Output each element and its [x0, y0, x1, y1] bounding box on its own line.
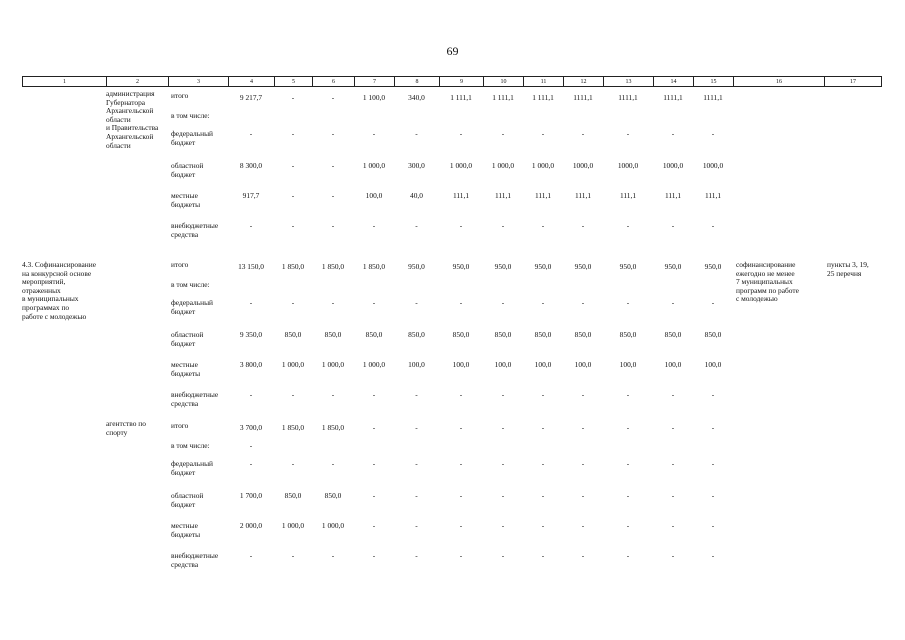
value-cell: 850,0 — [664, 330, 682, 339]
value-cell: 1111,1 — [618, 93, 638, 102]
value-cell: 1000,0 — [572, 161, 594, 170]
header-cell: 6 — [312, 76, 354, 87]
value-cell: - — [291, 221, 295, 230]
value-cell: - — [581, 221, 585, 230]
value-cell: - — [459, 423, 463, 432]
value-cell: 1000,0 — [617, 161, 639, 170]
value-cell: 2 000,0 — [239, 521, 263, 530]
header-cell: 4 — [228, 76, 274, 87]
value-cell: 1 000,0 — [321, 360, 345, 369]
value-cell: 8 300,0 — [239, 161, 263, 170]
value-cell: 40,0 — [410, 191, 423, 200]
value-cell: 950,0 — [574, 262, 592, 271]
header-cell: 2 — [106, 76, 168, 87]
value-cell: - — [331, 93, 335, 102]
value-cell: 850,0 — [452, 330, 470, 339]
value-cell: 111,1 — [664, 191, 682, 200]
value-cell: - — [415, 551, 418, 560]
value-cell: - — [501, 459, 505, 468]
value-cell: 100,0 — [534, 360, 552, 369]
value-cell: 1 000,0 — [491, 161, 515, 170]
value-cell: - — [372, 491, 376, 500]
value-cell: 1111,1 — [703, 93, 723, 102]
value-cell: - — [541, 390, 545, 399]
value-cell: - — [671, 459, 675, 468]
value-cell: - — [249, 441, 253, 450]
header-cell: 5 — [274, 76, 312, 87]
value-cell: - — [711, 129, 715, 138]
value-cell: 100,0 — [365, 191, 383, 200]
funding-source-label: итого — [171, 421, 189, 430]
value-cell: 1 000,0 — [449, 161, 473, 170]
header-cell: 10 — [483, 76, 523, 87]
value-cell: - — [626, 491, 630, 500]
header-cell: 16 — [733, 76, 824, 87]
value-cell: - — [501, 423, 505, 432]
value-cell: - — [581, 551, 585, 560]
value-cell: - — [291, 551, 295, 560]
funding-source-label: федеральный бюджет — [171, 459, 213, 477]
value-cell: - — [501, 491, 505, 500]
value-cell: 1 111,1 — [450, 93, 472, 102]
value-cell: - — [459, 298, 463, 307]
value-cell: - — [415, 390, 418, 399]
funding-source-label: областной бюджет — [171, 161, 204, 179]
value-cell: - — [541, 459, 545, 468]
value-cell: - — [581, 298, 585, 307]
value-cell: 100,0 — [494, 360, 512, 369]
value-cell: 850,0 — [284, 330, 302, 339]
value-cell: - — [581, 390, 585, 399]
funding-source-label: итого — [171, 260, 189, 269]
value-cell: - — [331, 459, 335, 468]
value-cell: - — [459, 491, 463, 500]
funding-source-label: местные бюджеты — [171, 360, 201, 378]
value-cell: 950,0 — [494, 262, 512, 271]
value-cell: - — [671, 298, 675, 307]
value-cell: 850,0 — [619, 330, 637, 339]
value-cell: 9 217,7 — [239, 93, 263, 102]
value-cell: 850,0 — [574, 330, 592, 339]
header-cell: 3 — [168, 76, 228, 87]
header-cell: 14 — [653, 76, 693, 87]
value-cell: 111,1 — [704, 191, 722, 200]
value-cell: - — [415, 459, 418, 468]
value-cell: - — [415, 298, 418, 307]
executor-name: агентство по спорту — [106, 419, 146, 437]
value-cell: 1000,0 — [662, 161, 684, 170]
value-cell: - — [459, 551, 463, 560]
value-cell: 300,0 — [408, 161, 425, 170]
value-cell: 100,0 — [452, 360, 470, 369]
value-cell: 100,0 — [574, 360, 592, 369]
value-cell: 111,1 — [452, 191, 470, 200]
value-cell: - — [372, 423, 376, 432]
value-cell: 950,0 — [534, 262, 552, 271]
value-cell: 1 111,1 — [492, 93, 514, 102]
value-cell: - — [501, 129, 505, 138]
value-cell: - — [541, 129, 545, 138]
value-cell: - — [249, 390, 253, 399]
header-cell: 9 — [439, 76, 483, 87]
funding-source-label: федеральный бюджет — [171, 129, 213, 147]
value-cell: - — [372, 298, 376, 307]
header-cell: 17 — [824, 76, 882, 87]
value-cell: 1 850,0 — [362, 262, 386, 271]
value-cell: 1111,1 — [663, 93, 683, 102]
value-cell: - — [291, 93, 295, 102]
value-cell: - — [626, 390, 630, 399]
funding-source-label: областной бюджет — [171, 491, 204, 509]
value-cell: 950,0 — [408, 262, 425, 271]
value-cell: 1000,0 — [702, 161, 724, 170]
value-cell: 850,0 — [284, 491, 302, 500]
value-cell: - — [459, 129, 463, 138]
value-cell: 1 850,0 — [281, 423, 305, 432]
value-cell: - — [626, 129, 630, 138]
value-cell: - — [459, 521, 463, 530]
value-cell: 1 850,0 — [321, 262, 345, 271]
value-cell: 850,0 — [408, 330, 425, 339]
value-cell: - — [291, 298, 295, 307]
value-cell: - — [501, 521, 505, 530]
value-cell: - — [291, 129, 295, 138]
value-cell: - — [249, 459, 253, 468]
value-cell: - — [372, 459, 376, 468]
program-reference: пункты 3, 19, 25 перечня — [827, 260, 869, 278]
value-cell: - — [372, 551, 376, 560]
value-cell: - — [711, 390, 715, 399]
value-cell: 3 800,0 — [239, 360, 263, 369]
value-cell: - — [372, 390, 376, 399]
header-cell: 7 — [354, 76, 394, 87]
value-cell: - — [711, 521, 715, 530]
funding-source-label: местные бюджеты — [171, 521, 201, 539]
value-cell: - — [711, 298, 715, 307]
value-cell: - — [626, 423, 630, 432]
value-cell: - — [331, 191, 335, 200]
value-cell: - — [581, 129, 585, 138]
value-cell: - — [671, 390, 675, 399]
page-number: 69 — [446, 44, 459, 58]
funding-source-label: областной бюджет — [171, 330, 204, 348]
value-cell: - — [541, 221, 545, 230]
expected-result: софинансирование ежегодно не менее 7 муниципальных программ по работе с молодежью — [736, 260, 799, 304]
value-cell: 1 000,0 — [281, 360, 305, 369]
value-cell: - — [331, 390, 335, 399]
funding-source-label: в том числе: — [171, 441, 210, 450]
value-cell: - — [291, 390, 295, 399]
value-cell: - — [671, 551, 675, 560]
header-cell: 11 — [523, 76, 563, 87]
value-cell: - — [249, 298, 253, 307]
value-cell: - — [501, 390, 505, 399]
value-cell: - — [671, 129, 675, 138]
value-cell: 950,0 — [664, 262, 682, 271]
value-cell: 9 350,0 — [239, 330, 263, 339]
funding-source-label: внебюджетные средства — [171, 390, 219, 408]
funding-source-label: внебюджетные средства — [171, 221, 219, 239]
funding-source-label: итого — [171, 91, 189, 100]
header-cell: 8 — [394, 76, 439, 87]
value-cell: 100,0 — [704, 360, 722, 369]
value-cell: 1 111,1 — [532, 93, 554, 102]
funding-source-label: федеральный бюджет — [171, 298, 213, 316]
header-cell: 13 — [603, 76, 653, 87]
value-cell: - — [415, 129, 418, 138]
value-cell: 1 850,0 — [321, 423, 345, 432]
value-cell: 917,7 — [242, 191, 260, 200]
value-cell: 850,0 — [324, 491, 342, 500]
value-cell: - — [581, 459, 585, 468]
value-cell: - — [459, 390, 463, 399]
value-cell: 111,1 — [534, 191, 552, 200]
value-cell: - — [291, 161, 295, 170]
value-cell: 1 000,0 — [321, 521, 345, 530]
value-cell: - — [626, 298, 630, 307]
value-cell: 1 850,0 — [281, 262, 305, 271]
funding-source-label: в том числе: — [171, 280, 210, 289]
value-cell: - — [671, 521, 675, 530]
value-cell: - — [626, 521, 630, 530]
header-cell: 15 — [693, 76, 733, 87]
value-cell: 1 000,0 — [362, 161, 386, 170]
executor-name: администрация Губернатора Архангельской области и Правительства Архангельской области — [106, 89, 159, 150]
value-cell: - — [541, 491, 545, 500]
section-title: 4.3. Софинансирование на конкурсной основе мероприятий, отраженных в муниципальных программах по работе с молодежью — [22, 260, 96, 321]
value-cell: - — [291, 191, 295, 200]
funding-source-label: внебюджетные средства — [171, 551, 219, 569]
value-cell: 111,1 — [574, 191, 592, 200]
header-cell: 1 — [22, 76, 106, 87]
value-cell: - — [415, 221, 418, 230]
value-cell: 1 000,0 — [531, 161, 555, 170]
value-cell: - — [331, 221, 335, 230]
value-cell: 850,0 — [494, 330, 512, 339]
value-cell: - — [671, 491, 675, 500]
value-cell: - — [626, 459, 630, 468]
value-cell: - — [249, 221, 253, 230]
value-cell: 1 000,0 — [362, 360, 386, 369]
value-cell: 340,0 — [408, 93, 425, 102]
value-cell: 1 000,0 — [281, 521, 305, 530]
value-cell: - — [415, 491, 418, 500]
value-cell: - — [501, 221, 505, 230]
funding-source-label: местные бюджеты — [171, 191, 201, 209]
value-cell: 1 700,0 — [239, 491, 263, 500]
value-cell: - — [671, 221, 675, 230]
value-cell: - — [415, 521, 418, 530]
value-cell: 100,0 — [408, 360, 425, 369]
value-cell: - — [459, 221, 463, 230]
value-cell: - — [249, 551, 253, 560]
funding-source-label: в том числе: — [171, 111, 210, 120]
value-cell: - — [372, 129, 376, 138]
value-cell: - — [541, 423, 545, 432]
value-cell: - — [331, 129, 335, 138]
value-cell: 850,0 — [534, 330, 552, 339]
value-cell: - — [541, 521, 545, 530]
value-cell: - — [372, 221, 376, 230]
value-cell: 13 150,0 — [238, 262, 264, 271]
value-cell: - — [291, 459, 295, 468]
value-cell: - — [331, 298, 335, 307]
value-cell: 1111,1 — [573, 93, 593, 102]
value-cell: 850,0 — [704, 330, 722, 339]
value-cell: - — [711, 423, 715, 432]
value-cell: 111,1 — [494, 191, 512, 200]
value-cell: - — [501, 298, 505, 307]
value-cell: - — [372, 521, 376, 530]
value-cell: 950,0 — [704, 262, 722, 271]
value-cell: 3 700,0 — [239, 423, 263, 432]
value-cell: 1 100,0 — [362, 93, 386, 102]
value-cell: - — [671, 423, 675, 432]
value-cell: 850,0 — [324, 330, 342, 339]
value-cell: - — [331, 161, 335, 170]
value-cell: - — [711, 459, 715, 468]
value-cell: 100,0 — [664, 360, 682, 369]
value-cell: - — [581, 521, 585, 530]
value-cell: 100,0 — [619, 360, 637, 369]
header-cell: 12 — [563, 76, 603, 87]
value-cell: - — [711, 491, 715, 500]
value-cell: - — [581, 423, 585, 432]
value-cell: 950,0 — [619, 262, 637, 271]
value-cell: - — [415, 423, 418, 432]
value-cell: 111,1 — [619, 191, 637, 200]
value-cell: - — [331, 551, 335, 560]
value-cell: - — [501, 551, 505, 560]
value-cell: - — [459, 459, 463, 468]
value-cell: 850,0 — [365, 330, 383, 339]
value-cell: - — [626, 551, 630, 560]
value-cell: - — [541, 551, 545, 560]
value-cell: 950,0 — [452, 262, 470, 271]
value-cell: - — [249, 129, 253, 138]
value-cell: - — [541, 298, 545, 307]
value-cell: - — [711, 551, 715, 560]
value-cell: - — [581, 491, 585, 500]
value-cell: - — [711, 221, 715, 230]
value-cell: - — [626, 221, 630, 230]
